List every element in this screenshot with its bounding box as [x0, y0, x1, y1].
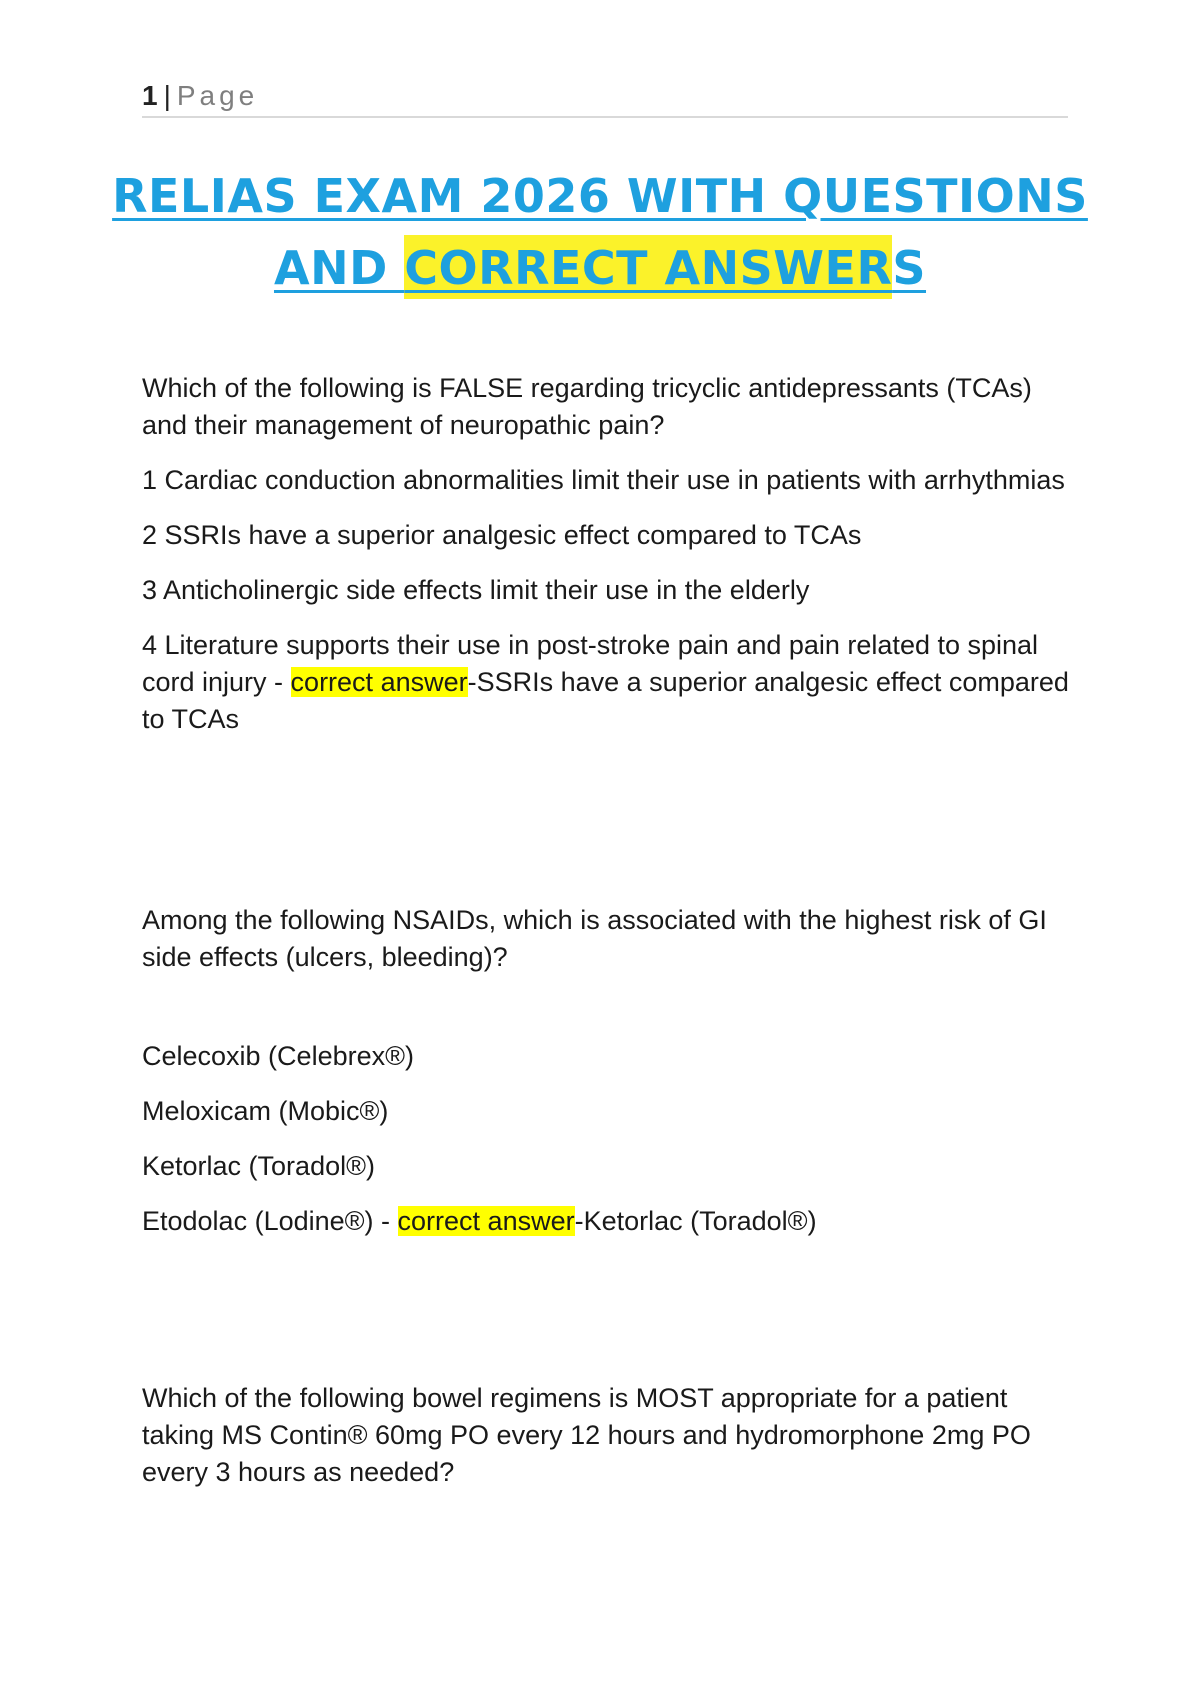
page-word: Page [176, 80, 259, 111]
question-option: Ketorlac (Toradol®) [142, 1151, 375, 1181]
title-line-2-part-3: S [892, 241, 927, 295]
question-1 [142, 370, 1082, 756]
title-line-1: RELIAS EXAM 2026 WITH QUESTIONS [112, 169, 1088, 223]
correct-answer-text: -Ketorlac (Toradol®) [574, 1206, 817, 1236]
option-text: 4 Literature supports their use in post-stroke pain and pain related to spinal cord injury - [142, 630, 1039, 697]
question-option: Meloxicam (Mobic®) [142, 1096, 389, 1126]
correct-answer-label: correct answer [397, 1206, 575, 1236]
question-option: 1 Cardiac conduction abnormalities limit their use in patients with arrhythmias [142, 465, 1065, 495]
question-option-with-answer [142, 627, 1082, 738]
question-3 [142, 1380, 1082, 1509]
title-line-2 [274, 235, 926, 299]
correct-answer-label: correct answer [290, 667, 468, 697]
question-option: 3 Anticholinergic side effects limit their use in the elderly [142, 575, 810, 605]
question-option: 2 SSRIs have a superior analgesic effect compared to TCAs [142, 520, 862, 550]
title-highlight: CORRECT ANSWER [404, 235, 892, 299]
question-stem: Among the following NSAIDs, which is associated with the highest risk of GI side effects (ulcers, bleeding)? [142, 905, 1047, 972]
question-2 [142, 902, 1082, 1258]
question-stem: Which of the following is FALSE regarding tricyclic antidepressants (TCAs) and their management of neuropathic pain? [142, 373, 1032, 440]
question-option-with-answer [142, 1203, 1082, 1240]
page-header-separator: | [163, 80, 171, 111]
page-number: 1 [142, 80, 158, 111]
question-option: Celecoxib (Celebrex®) [142, 1041, 414, 1071]
page-header [142, 76, 1068, 118]
spacer [142, 994, 1082, 1038]
title-line-2-part-1: AND [273, 241, 405, 295]
document-title [100, 160, 1100, 304]
question-stem: Which of the following bowel regimens is MOST appropriate for a patient taking MS Contin® 60mg PO every 12 hours and hydromorphone 2mg PO every 3 hours as needed? [142, 1383, 1031, 1487]
correct-answer-text: -SSRIs have a superior analgesic effect compared to TCAs [142, 667, 1069, 734]
option-text: Etodolac (Lodine®) - [142, 1206, 398, 1236]
